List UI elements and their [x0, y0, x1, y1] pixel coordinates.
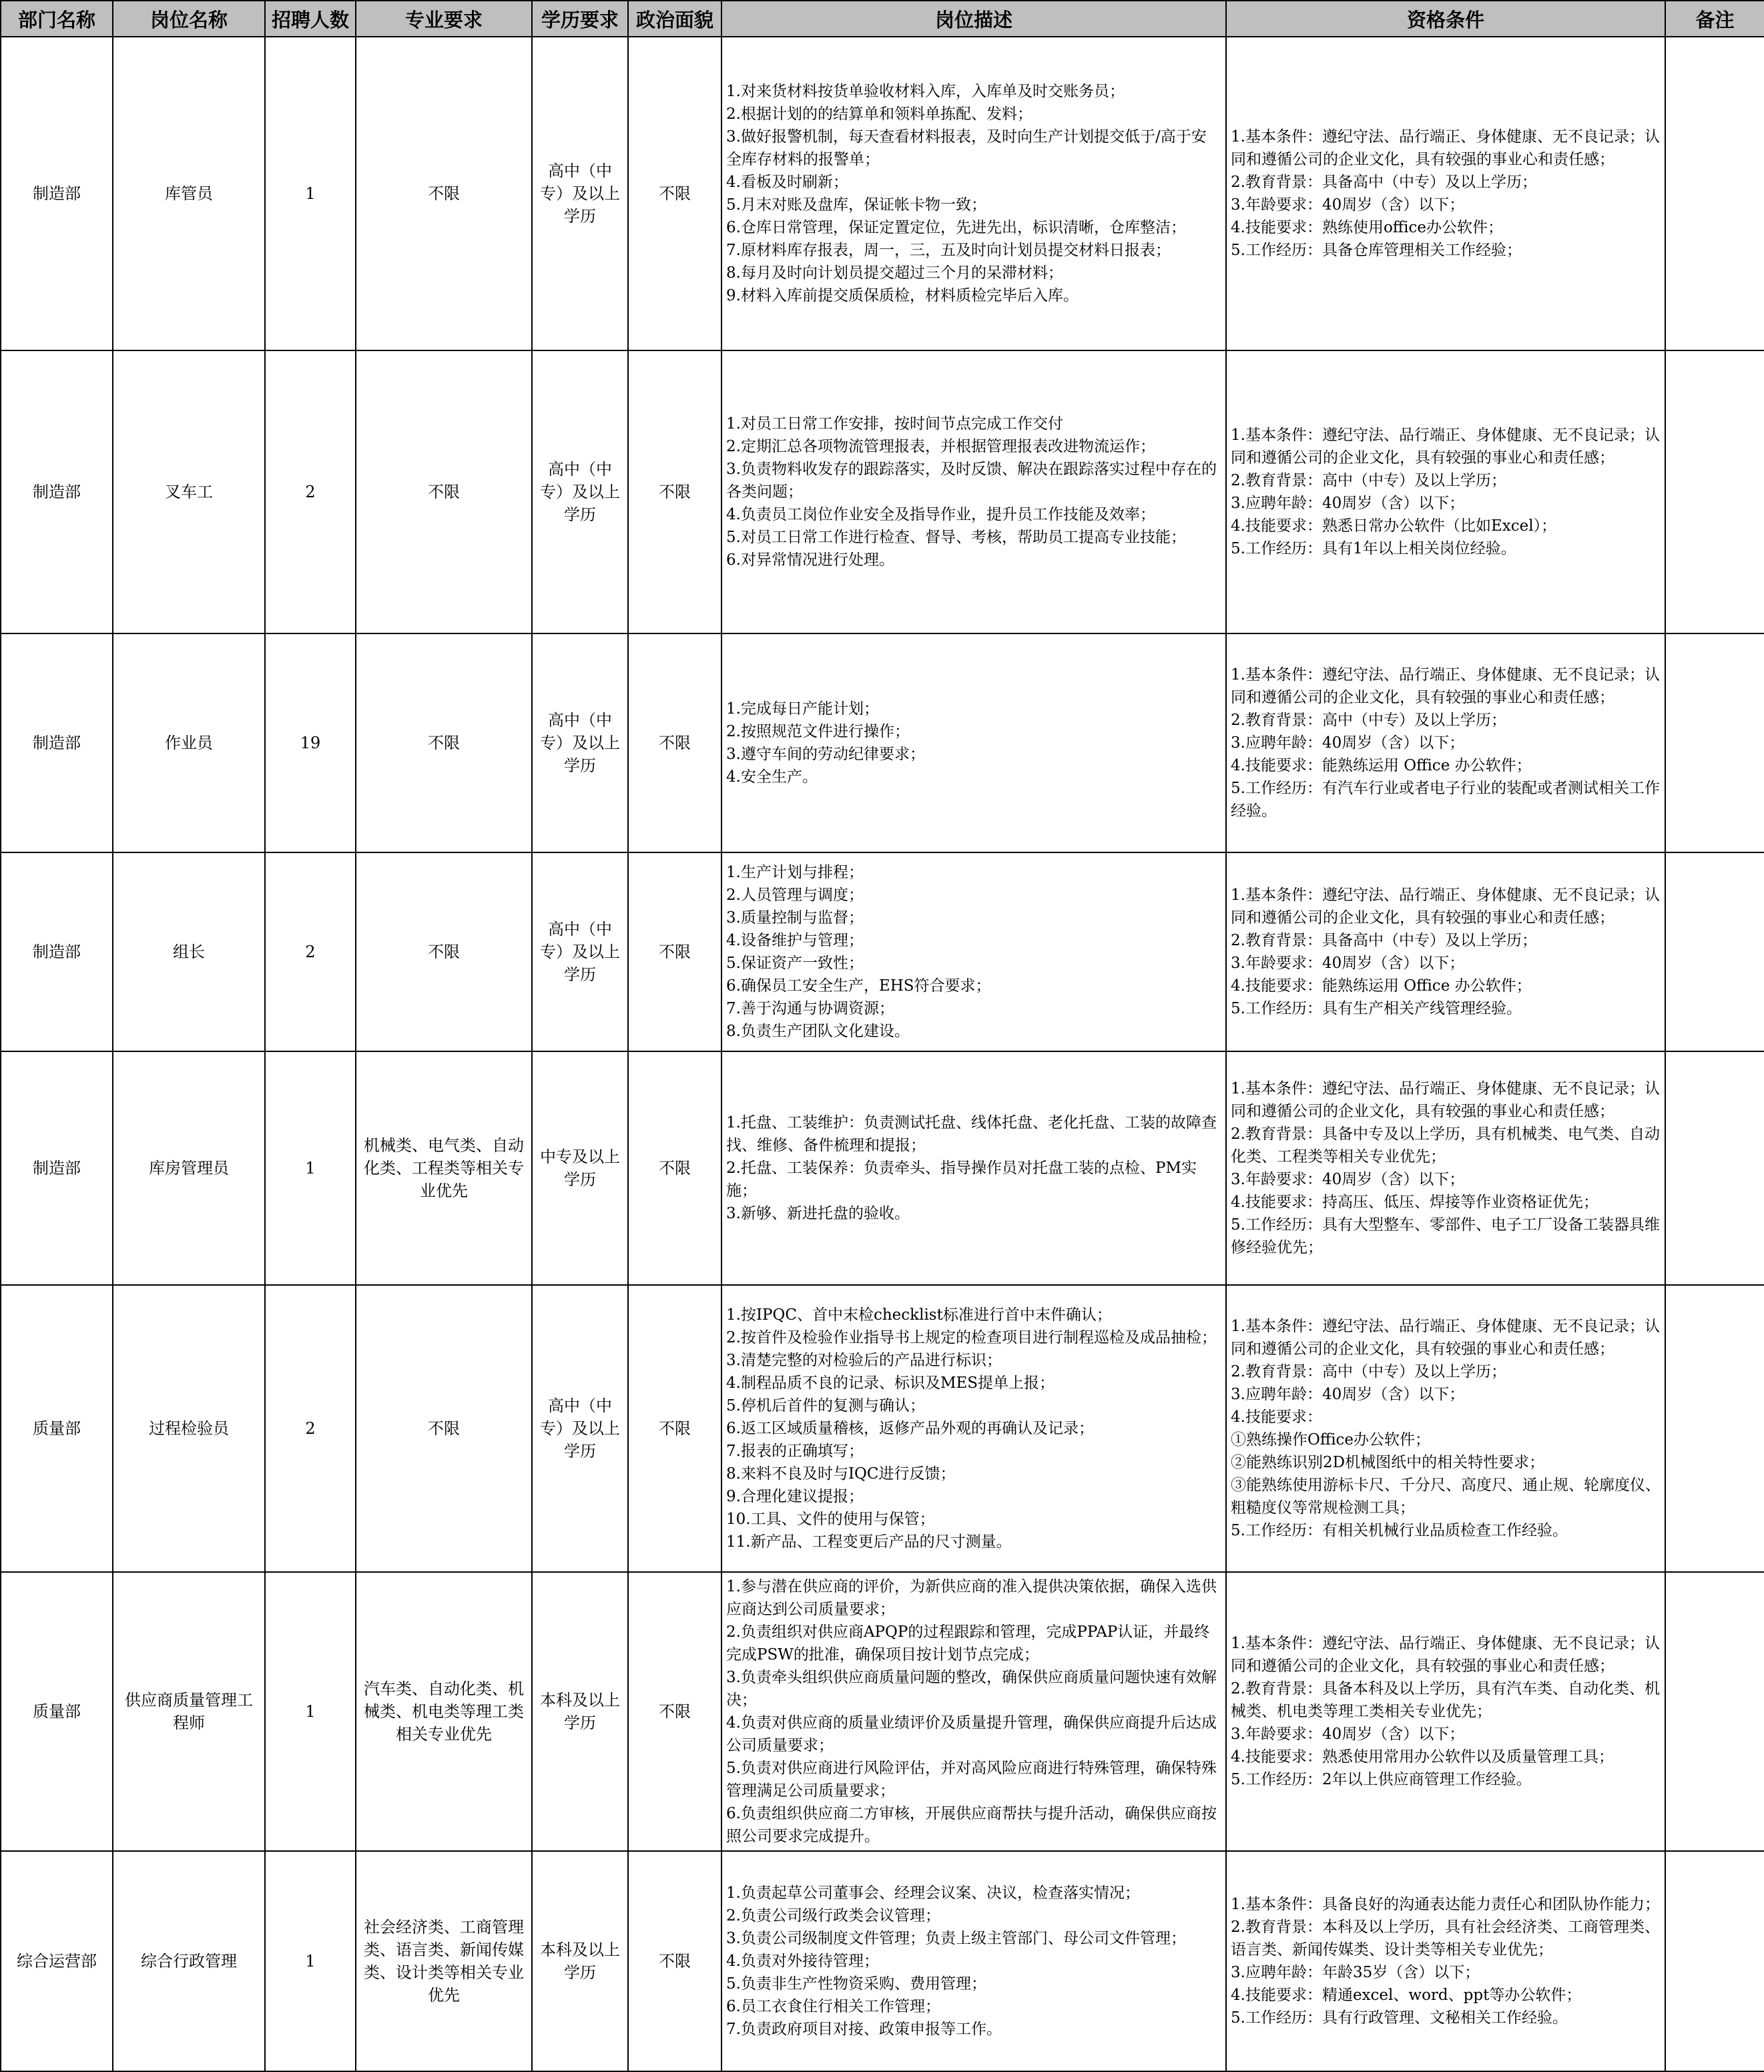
- header-major: 专业要求: [356, 1, 532, 37]
- cell-major: 汽车类、自动化类、机械类、机电类等理工类相关专业优先: [356, 1572, 532, 1851]
- cell-major: 机械类、电气类、自动化类、工程类等相关专业优先: [356, 1051, 532, 1285]
- cell-dept: 制造部: [1, 633, 113, 852]
- table-row: [1, 852, 1764, 1051]
- header-description: 岗位描述: [721, 1, 1226, 37]
- cell-count: 2: [265, 1285, 356, 1572]
- cell-position: 叉车工: [113, 350, 265, 633]
- cell-education: 高中（中专）及以上学历: [532, 37, 628, 350]
- cell-position: 库房管理员: [113, 1051, 265, 1285]
- cell-political: 不限: [628, 350, 721, 633]
- cell-qualifications: 1.基本条件：遵纪守法、品行端正、身体健康、无不良记录；认同和遵循公司的企业文化，具有较强的事业心和责任感； 2.教育背景：具备中专及以上学历，具有机械类、电气类、自动化类、工程类等相关专业优先； 3.年龄要求：40周岁（含）以下； 4.技能要求：持高压、低压、焊接等作业资格证优先； 5.工作经历：具有大型整车、零部件、电子工厂设备工装器具维修经验优先；: [1226, 1051, 1665, 1285]
- cell-count: 2: [265, 350, 356, 633]
- header-education: 学历要求: [532, 1, 628, 37]
- cell-education: 中专及以上学历: [532, 1051, 628, 1285]
- header-count: 招聘人数: [265, 1, 356, 37]
- cell-political: 不限: [628, 37, 721, 350]
- cell-remark: [1665, 1051, 1764, 1285]
- cell-major: 不限: [356, 852, 532, 1051]
- cell-qualifications: 1.基本条件：遵纪守法、品行端正、身体健康、无不良记录；认同和遵循公司的企业文化，具有较强的事业心和责任感； 2.教育背景：高中（中专）及以上学历； 3.应聘年龄：40周岁（含）以下； 4.技能要求：能熟练运用 Office 办公软件； 5.工作经历：有汽车行业或者电子行业的装配或者测试相关工作经验。: [1226, 633, 1665, 852]
- cell-qualifications: 1.基本条件：遵纪守法、品行端正、身体健康、无不良记录；认同和遵循公司的企业文化，具有较强的事业心和责任感； 2.教育背景：高中（中专）及以上学历； 3.应聘年龄：40周岁（含）以下； 4.技能要求：熟悉日常办公软件（比如Excel）； 5.工作经历：具有1年以上相关岗位经验。: [1226, 350, 1665, 633]
- cell-education: 高中（中专）及以上学历: [532, 633, 628, 852]
- header-remark: 备注: [1665, 1, 1764, 37]
- cell-remark: [1665, 1851, 1764, 2071]
- cell-political: 不限: [628, 1851, 721, 2071]
- cell-education: 高中（中专）及以上学历: [532, 852, 628, 1051]
- cell-qualifications: 1.基本条件：遵纪守法、品行端正、身体健康、无不良记录；认同和遵循公司的企业文化，具有较强的事业心和责任感； 2.教育背景：具备本科及以上学历，具有汽车类、自动化类、机械类、机电类等理工类相关专业优先； 3.年龄要求：40周岁（含）以下； 4.技能要求：熟悉使用常用办公软件以及质量管理工具； 5.工作经历：2年以上供应商管理工作经验。: [1226, 1572, 1665, 1851]
- cell-position: 作业员: [113, 633, 265, 852]
- cell-description: 1.参与潜在供应商的评价，为新供应商的准入提供决策依据，确保入选供应商达到公司质量要求； 2.负责组织对供应商APQP的过程跟踪和管理，完成PPAP认证，并最终完成PSW的批准，确保项目按计划节点完成； 3.负责牵头组织供应商质量问题的整改，确保供应商质量问题快速有效解决； 4.负责对供应商的质量业绩评价及质量提升管理，确保供应商提升后达成公司质量要求； 5.负责对供应商进行风险评估，并对高风险应商进行特殊管理，确保特殊管理满足公司质量要求； 6.负责组织供应商二方审核，开展供应商帮扶与提升活动，确保供应商按照公司要求完成提升。: [721, 1572, 1226, 1851]
- cell-count: 1: [265, 1572, 356, 1851]
- cell-position: 库管员: [113, 37, 265, 350]
- cell-dept: 制造部: [1, 1051, 113, 1285]
- header-row: [1, 1, 1764, 37]
- cell-education: 高中（中专）及以上学历: [532, 1285, 628, 1572]
- cell-qualifications: 1.基本条件：遵纪守法、品行端正、身体健康、无不良记录；认同和遵循公司的企业文化，具有较强的事业心和责任感； 2.教育背景：具备高中（中专）及以上学历； 3.年龄要求：40周岁（含）以下； 4.技能要求：熟练使用office办公软件； 5.工作经历：具备仓库管理相关工作经验；: [1226, 37, 1665, 350]
- table-row: [1, 1051, 1764, 1285]
- cell-description: 1.对员工日常工作安排，按时间节点完成工作交付 2.定期汇总各项物流管理报表，并根据管理报表改进物流运作； 3.负责物料收发存的跟踪落实，及时反馈、解决在跟踪落实过程中存在的各类问题； 4.负责员工岗位作业安全及指导作业，提升员工作技能及效率； 5.对员工日常工作进行检查、督导、考核，帮助员工提高专业技能； 6.对异常情况进行处理。: [721, 350, 1226, 633]
- cell-dept: 制造部: [1, 37, 113, 350]
- cell-major: 不限: [356, 350, 532, 633]
- cell-remark: [1665, 1572, 1764, 1851]
- cell-position: 组长: [113, 852, 265, 1051]
- cell-description: 1.托盘、工装维护：负责测试托盘、线体托盘、老化托盘、工装的故障查找、维修、备件梳理和提报； 2.托盘、工装保养：负责牵头、指导操作员对托盘工装的点检、PM实施； 3.新够、新进托盘的验收。: [721, 1051, 1226, 1285]
- cell-remark: [1665, 1285, 1764, 1572]
- cell-position: 供应商质量管理工程师: [113, 1572, 265, 1851]
- cell-count: 19: [265, 633, 356, 852]
- cell-description: 1.对来货材料按货单验收材料入库，入库单及时交账务员； 2.根据计划的的结算单和领料单拣配、发料； 3.做好报警机制，每天查看材料报表，及时向生产计划提交低于/高于安全库存材料的报警单； 4.看板及时刷新； 5.月末对账及盘库，保证帐卡物一致； 6.仓库日常管理，保证定置定位，先进先出，标识清晰，仓库整洁； 7.原材料库存报表，周一，三，五及时向计划员提交材料日报表； 8.每月及时向计划员提交超过三个月的呆滞材料； 9.材料入库前提交质保质检，材料质检完毕后入库。: [721, 37, 1226, 350]
- cell-political: 不限: [628, 633, 721, 852]
- cell-count: 2: [265, 852, 356, 1051]
- cell-political: 不限: [628, 1285, 721, 1572]
- header-political: 政治面貌: [628, 1, 721, 37]
- table-row: [1, 350, 1764, 633]
- cell-description: 1.完成每日产能计划； 2.按照规范文件进行操作； 3.遵守车间的劳动纪律要求； 4.安全生产。: [721, 633, 1226, 852]
- cell-count: 1: [265, 37, 356, 350]
- header-position: 岗位名称: [113, 1, 265, 37]
- cell-remark: [1665, 37, 1764, 350]
- cell-education: 高中（中专）及以上学历: [532, 350, 628, 633]
- cell-political: 不限: [628, 1051, 721, 1285]
- cell-major: 不限: [356, 1285, 532, 1572]
- table-row: [1, 633, 1764, 852]
- cell-count: 1: [265, 1051, 356, 1285]
- table-row: [1, 1572, 1764, 1851]
- cell-political: 不限: [628, 852, 721, 1051]
- cell-major: 社会经济类、工商管理类、语言类、新闻传媒类、设计类等相关专业优先: [356, 1851, 532, 2071]
- cell-political: 不限: [628, 1572, 721, 1851]
- cell-major: 不限: [356, 633, 532, 852]
- table-row: [1, 1851, 1764, 2071]
- cell-dept: 制造部: [1, 852, 113, 1051]
- cell-position: 过程检验员: [113, 1285, 265, 1572]
- table-row: [1, 1285, 1764, 1572]
- cell-position: 综合行政管理: [113, 1851, 265, 2071]
- cell-description: 1.负责起草公司董事会、经理会议案、决议，检查落实情况； 2.负责公司级行政类会议管理； 3.负责公司级制度文件管理；负责上级主管部门、母公司文件管理； 4.负责对外接待管理； 5.负责非生产性物资采购、费用管理； 6.员工衣食住行相关工作管理； 7.负责政府项目对接、政策申报等工作。: [721, 1851, 1226, 2071]
- cell-remark: [1665, 633, 1764, 852]
- cell-dept: 制造部: [1, 350, 113, 633]
- cell-description: 1.按IPQC、首中末检checklist标准进行首中末件确认； 2.按首件及检验作业指导书上规定的检查项目进行制程巡检及成品抽检； 3.清楚完整的对检验后的产品进行标识； 4.制程品质不良的记录、标识及MES提单上报； 5.停机后首件的复测与确认； 6.返工区域质量稽核，返修产品外观的再确认及记录； 7.报表的正确填写； 8.来料不良及时与IQC进行反馈； 9.合理化建议提报； 10.工具、文件的使用与保管； 11.新产品、工程变更后产品的尺寸测量。: [721, 1285, 1226, 1572]
- cell-qualifications: 1.基本条件：具备良好的沟通表达能力责任心和团队协作能力； 2.教育背景：本科及以上学历，具有社会经济类、工商管理类、语言类、新闻传媒类、设计类等相关专业优先； 3.应聘年龄：年龄35岁（含）以下； 4.技能要求：精通excel、word、ppt等办公软件； 5.工作经历：具有行政管理、文秘相关工作经验。: [1226, 1851, 1665, 2071]
- cell-remark: [1665, 852, 1764, 1051]
- cell-description: 1.生产计划与排程； 2.人员管理与调度； 3.质量控制与监督； 4.设备维护与管理； 5.保证资产一致性； 6.确保员工安全生产，EHS符合要求； 7.善于沟通与协调资源； 8.负责生产团队文化建设。: [721, 852, 1226, 1051]
- header-qualifications: 资格条件: [1226, 1, 1665, 37]
- cell-dept: 综合运营部: [1, 1851, 113, 2071]
- header-dept: 部门名称: [1, 1, 113, 37]
- cell-count: 1: [265, 1851, 356, 2071]
- cell-qualifications: 1.基本条件：遵纪守法、品行端正、身体健康、无不良记录；认同和遵循公司的企业文化，具有较强的事业心和责任感； 2.教育背景：高中（中专）及以上学历； 3.应聘年龄：40周岁（含）以下； 4.技能要求： ①熟练操作Office办公软件； ②能熟练识别2D机械图纸中的相关特性要求； ③能熟练使用游标卡尺、千分尺、高度尺、通止规、轮廓度仪、粗糙度仪等常规检测工具； 5.工作经历：有相关机械行业品质检查工作经验。: [1226, 1285, 1665, 1572]
- table-row: [1, 37, 1764, 350]
- cell-dept: 质量部: [1, 1285, 113, 1572]
- cell-major: 不限: [356, 37, 532, 350]
- cell-dept: 质量部: [1, 1572, 113, 1851]
- cell-remark: [1665, 350, 1764, 633]
- cell-education: 本科及以上学历: [532, 1572, 628, 1851]
- cell-qualifications: 1.基本条件：遵纪守法、品行端正、身体健康、无不良记录；认同和遵循公司的企业文化，具有较强的事业心和责任感； 2.教育背景：具备高中（中专）及以上学历； 3.年龄要求：40周岁（含）以下； 4.技能要求：能熟练运用 Office 办公软件； 5.工作经历：具有生产相关产线管理经验。: [1226, 852, 1665, 1051]
- cell-education: 本科及以上学历: [532, 1851, 628, 2071]
